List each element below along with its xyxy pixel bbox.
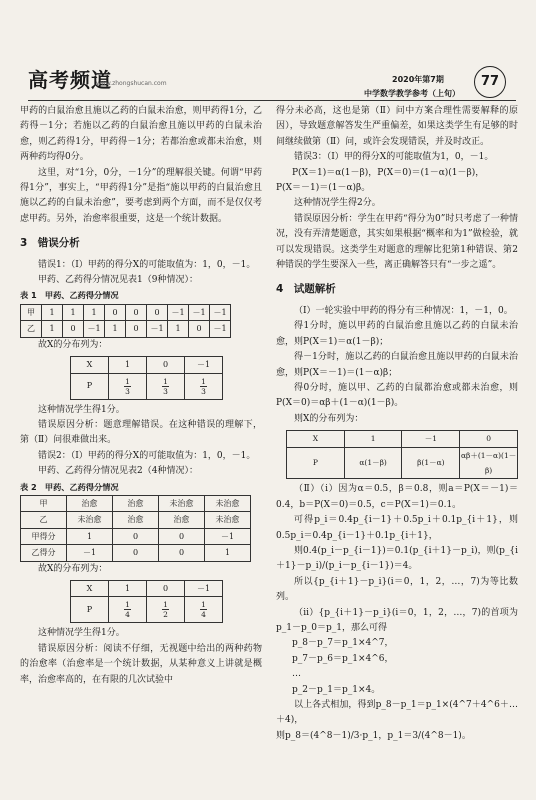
distribution-table-2 [70,580,223,623]
table-cell: 1 [205,545,251,561]
equation: … [292,669,301,680]
table-cell: 1 [84,304,105,320]
table-cell: 治愈 [67,495,113,511]
distribution-table-3 [286,430,518,479]
numerator: 1 [201,376,206,386]
fraction [200,377,207,396]
x-label: X [287,431,345,447]
table-cell: 0 [126,321,147,337]
table-cell: 1 [109,357,147,373]
equation: p_7－p_6＝p_1×4^6， [292,653,394,664]
table-cell: －1 [67,545,113,561]
table-cell: 未治愈 [67,512,113,528]
fraction [124,377,131,396]
paragraph: 错误原因分析：学生在甲药“得分为0”时只考虑了一种情况，没有弄清楚题意，其实如果根据“概率和为1”做检验，就可以发现错误。这类学生对题意的理解比犯第1种错误、第2种错误的学生要深入一些，离正确解答只有“一步之遥”。 [276,213,518,271]
table-cell: －1 [402,431,460,447]
table-caption: 表 2 甲药、乙药得分情况 [20,481,119,492]
paragraph: 则0.4(p_i－p_{i－1})＝0.1(p_{i＋1}－p_i)，则(p_{i＋1}－p_i)/(p_i－p_{i－1})＝4。 [276,545,518,572]
table-row [21,304,231,320]
table-row [21,545,251,561]
paragraph: 错误原因分析：题意理解错误。在这种错误的理解下，第（Ⅱ）问很难做出来。 [20,419,262,446]
equation: P(X＝－1)＝(1－α)β。 [276,183,371,194]
table-cell: 甲 [21,495,67,511]
equation: 则p_8＝(4^8－1)/3·p_1，p_1＝3/(4^8－1)。 [276,730,471,741]
paragraph: 错误3：（Ⅰ）甲的得分X的可能取值为1，0，－1。 [294,152,494,163]
table-cell: 0 [159,528,205,544]
table-cell: －1 [168,304,189,320]
paragraph: 这种情况学生得1分。 [38,404,125,415]
p-label: P [287,447,345,479]
equation: P(X＝1)＝α(1－β)，P(X＝0)＝(1－α)(1－β)， [292,167,485,178]
table-cell: 甲得分 [21,528,67,544]
table-cell: 1 [42,304,63,320]
table-cell: 1 [168,321,189,337]
table-cell: 未治愈 [205,495,251,511]
table-cell: 1 [42,321,63,337]
table-cell: 0 [63,321,84,337]
paragraph: 所以{p_{i＋1}－p_i}(i＝0，1，2，…，7)为等比数列。 [276,576,518,603]
table-cell [109,597,147,623]
issue-label: 2020年第7期 [392,75,444,84]
table-cell: －1 [210,321,231,337]
table-cell: 0 [159,545,205,561]
table-cell: 1 [63,304,84,320]
paragraph: 甲药、乙药得分情况见表1（9种情况）： [38,275,198,286]
paragraph: （Ⅱ）（ⅰ）因为α＝0.5，β＝0.8，则a＝P(X＝－1)＝0.4，b＝P(X＝0)＝0.5，c＝P(X＝1)＝0.1。 [276,484,518,510]
paragraph: 这种情况学生得1分。 [38,628,125,639]
table-cell: 0 [189,321,210,337]
table-cell: －1 [185,580,223,596]
table-cell: 0 [113,528,159,544]
paragraph: 得0分时，施以甲、乙药的白鼠都治愈或都未治愈，则P(X＝0)＝αβ＋(1－α)(1－β)。 [276,382,518,409]
fraction [200,600,207,619]
paragraph: 错误2：（Ⅰ）甲药的得分X的可能取值为：1，0，－1。 [38,450,256,461]
table-row [71,357,223,373]
row-label: 甲 [21,304,42,320]
paragraph: 故X的分布列为： [38,563,108,574]
table-cell: 0 [105,304,126,320]
table-cell: 治愈 [113,512,159,528]
table-cell: －1 [189,304,210,320]
equation: p_2－p_1＝p_1×4。 [292,684,381,695]
p-label: P [71,597,109,623]
table-row [21,321,231,337]
table-cell: 0 [147,580,185,596]
table-cell: 0 [126,304,147,320]
paragraph: 得1分时，施以甲药的白鼠治愈且施以乙药的白鼠未治愈，则P(X＝1)＝α(1－β)； [276,321,518,347]
table-cell: －1 [210,304,231,320]
table-cell [185,597,223,623]
table-cell: －1 [84,321,105,337]
paragraph: 甲药、乙药得分情况见表2（4种情况）： [38,466,198,477]
table-cell: 0 [147,357,185,373]
journal-name: 中学数学教学参考（上旬） [364,89,460,98]
paragraph: 这里，对“1分，0分，－1分”的理解很关键。何谓“甲药得1分”，事实上，“甲药得1分”是指“施以甲药的白鼠治愈且施以乙药的白鼠未治愈”，要考虑到两个方面，而不是仅仅考虑甲药。另外，治愈率很重要，这是一个统计数据。 [20,167,262,224]
right-column [276,104,518,744]
numerator: 1 [163,376,168,386]
section-heading: 4 试题解析 [276,283,336,296]
score-table-2 [20,495,251,562]
denominator: 3 [125,386,130,396]
fraction [162,600,169,619]
paragraph: 则X的分布列为： [294,413,364,424]
table-cell: －1 [147,321,168,337]
paragraph: 这种情况学生得2分。 [294,198,381,209]
fraction [124,600,131,619]
table-row [71,580,223,596]
table-cell: －1 [185,357,223,373]
x-label: X [71,357,109,373]
table-row [71,373,223,399]
denominator: 4 [125,610,130,620]
paragraph: 故X的分布列为： [38,339,108,350]
fraction [162,377,169,396]
denominator: 3 [163,386,168,396]
table-caption: 表 1 甲药、乙药得分情况 [20,290,119,301]
table-row [71,597,223,623]
table-cell: 乙得分 [21,545,67,561]
table-cell [147,373,185,399]
table-row [21,528,251,544]
journal-logo: 高考频道 [28,68,112,92]
table-cell: 治愈 [113,495,159,511]
header-rule [28,100,516,101]
table-cell [147,597,185,623]
table-cell: 未治愈 [159,495,205,511]
table-cell: 1 [344,431,402,447]
table-cell: α(1－β) [344,447,402,479]
page-number: 77 [474,66,506,98]
logo-url: www.zhongshucan.com [96,80,167,87]
numerator: 1 [125,376,130,386]
left-column [20,104,262,688]
table-cell: 0 [460,431,518,447]
table-cell: 0 [147,304,168,320]
table-cell: 1 [67,528,113,544]
paragraph: 得分未必高，这也是第（Ⅱ）问中方案合理性需要解释的原因），导致题意解答发生严重偏差，如果这类学生有足够的时间继续做第（Ⅱ）问，或许会发现错误，并及时改正。 [276,106,518,147]
table-cell [185,373,223,399]
table-cell: β(1－α) [402,447,460,479]
denominator: 2 [163,610,168,620]
numerator: 1 [201,600,206,610]
paragraph: 错误1：（Ⅰ）甲药的得分X的可能取值为：1，0，－1。 [38,259,256,270]
table-cell [109,373,147,399]
equation: p_8－p_7＝p_1×4^7， [292,638,394,649]
table-cell: 未治愈 [205,512,251,528]
paragraph: （ⅱ）{p_{i＋1}－p_i}(i＝0，1，2，…，7)的首项为p_1－p_0＝p_1，那么可得 [276,607,518,633]
denominator: 3 [201,386,206,396]
table-row [287,447,518,479]
numerator: 1 [163,600,168,610]
table-cell: 1 [105,321,126,337]
denominator: 4 [201,610,206,620]
section-heading: 3 错误分析 [20,237,80,250]
numerator: 1 [125,600,130,610]
row-label: 乙 [21,321,42,337]
table-row [21,495,251,511]
paragraph: （Ⅰ）一轮实验中甲药的得分有三种情况：1，－1，0。 [294,305,513,316]
paragraph: 以上各式相加，得到p_8－p_1＝p_1×(4^7＋4^6＋…＋4)， [276,700,518,726]
paragraph: 甲药的白鼠治愈且施以乙药的白鼠未治愈，则甲药得1分，乙药得－1分；若施以乙药的白鼠治愈且施以甲药的白鼠未治愈，则乙药得1分，甲药得－1分；若都治愈或都未治愈，则两种药均得0分。 [20,106,262,163]
table-cell: 1 [109,580,147,596]
table-row [287,431,518,447]
page-header [0,0,536,100]
table-cell: 0 [113,545,159,561]
table-cell: 治愈 [159,512,205,528]
paragraph: 得－1分时，施以乙药的白鼠治愈且施以甲药的白鼠未治愈，则P(X＝－1)＝(1－α)β； [276,352,518,378]
paragraph: 错误原因分析：阅读不仔细，无视题中给出的两种药物的治愈率（治愈率是一个统计数据，从某种意义上讲就是概率，治愈率高的，在有限的几次试验中 [20,643,262,685]
table-cell: 乙 [21,512,67,528]
distribution-table-1 [70,356,223,399]
score-table-1 [20,304,231,338]
paragraph: 可得p_i＝0.4p_{i－1}＋0.5p_i＋0.1p_{i＋1}，则0.5p_i＝0.4p_{i－1}＋0.1p_{i＋1}， [276,515,518,541]
table-cell: －1 [205,528,251,544]
table-cell: αβ＋(1－α)(1－β) [460,447,518,479]
x-label: X [71,580,109,596]
table-row [21,512,251,528]
p-label: P [71,373,109,399]
